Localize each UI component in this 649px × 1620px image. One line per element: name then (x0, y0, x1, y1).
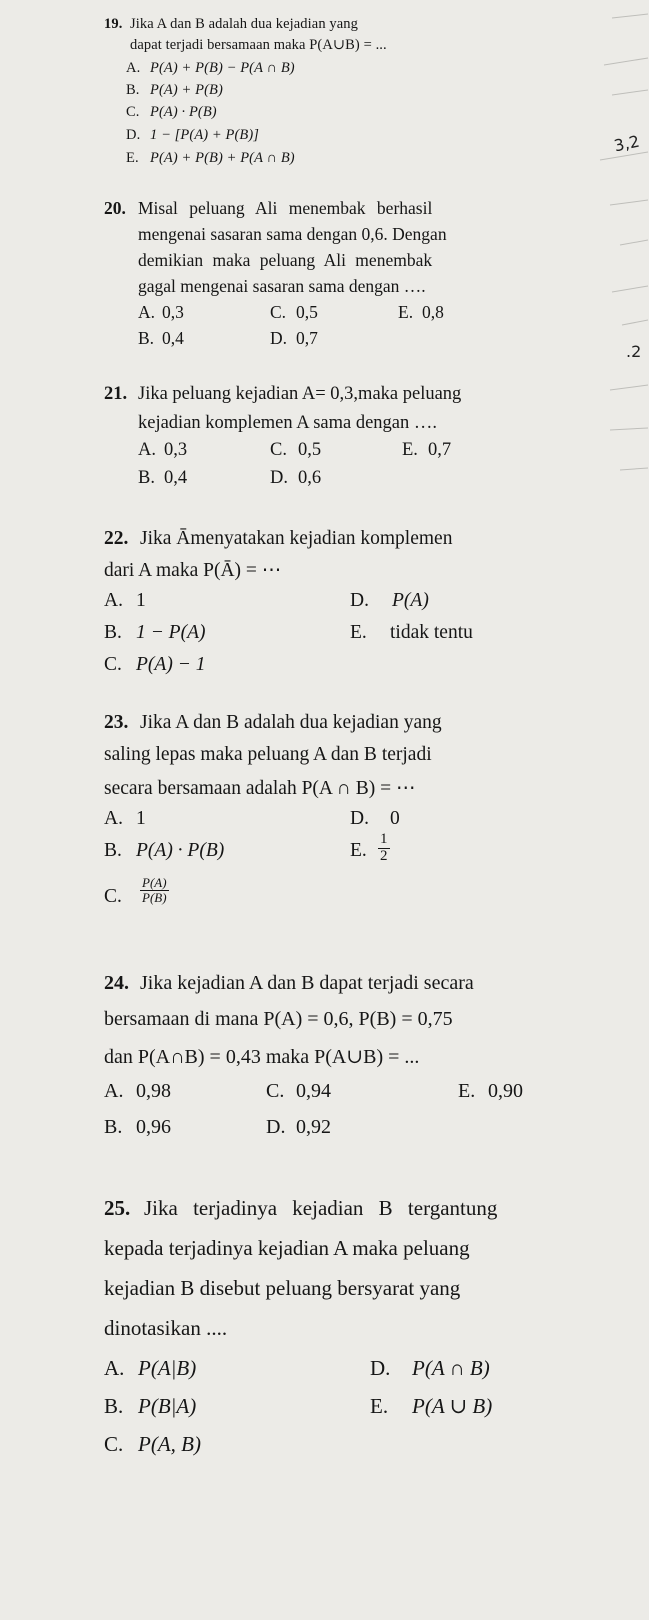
option-text: 0,92 (296, 1116, 331, 1138)
question-number: 22. (104, 528, 129, 549)
option-text: 0,7 (428, 440, 452, 460)
option-text: 0,4 (164, 468, 188, 488)
option-label: A. (104, 1356, 125, 1380)
question-text-line: mengenai sasaran sama dengan 0,6. Dengan (138, 224, 447, 244)
question-text-line: Jika A dan B adalah dua kejadian yang (130, 16, 358, 32)
option-label: C. (104, 654, 122, 675)
question-text-line: dan P(A∩B) = 0,43 maka P(A∪B) = ... (104, 1046, 420, 1068)
option-label: E. (126, 150, 139, 166)
option-text: 0,3 (162, 302, 184, 322)
option-label: C. (270, 440, 287, 460)
question-text-line: bersamaan di mana P(A) = 0,6, P(B) = 0,75 (104, 1008, 453, 1030)
option-label: E. (398, 302, 414, 322)
question-text-line: dari A maka P(Ā) = ⋯ (104, 560, 282, 581)
question-number: 20. (104, 198, 126, 218)
option-label: A. (104, 590, 123, 611)
option-fraction (140, 876, 169, 904)
option-label: A. (126, 60, 141, 76)
option-text: 0,6 (298, 468, 322, 488)
question-text-line: Jika kejadian A dan B dapat terjadi secara (140, 972, 474, 994)
fraction-numerator: P(A) (142, 875, 167, 890)
option-text: P(A) · P(B) (150, 104, 217, 120)
option-label: A. (138, 440, 156, 460)
option-label: C. (104, 886, 122, 907)
question-text-line: saling lepas maka peluang A dan B terjadi (104, 744, 432, 765)
option-text: 1 − P(A) (136, 622, 206, 643)
question-number: 19. (104, 16, 123, 32)
option-label: D. (126, 127, 141, 143)
question-text-line: dinotasikan .... (104, 1316, 228, 1340)
option-text: P(A) + P(B) − P(A ∩ B) (150, 60, 295, 76)
option-text: 0 (390, 808, 400, 829)
option-text: P(A ∪ B) (412, 1394, 493, 1418)
fraction-denominator: P(B) (142, 889, 167, 905)
option-text: P(A) · P(B) (136, 840, 225, 861)
option-label: D. (266, 1116, 286, 1138)
option-text: 0,5 (296, 302, 318, 322)
option-label: B. (104, 840, 122, 861)
option-label: B. (104, 622, 122, 643)
question-text-line: Jika A dan B adalah dua kejadian yang (140, 712, 442, 733)
option-label: C. (266, 1080, 285, 1102)
question-text-line: Jika terjadinya kejadian B tergantung (144, 1196, 498, 1220)
option-text: 0,94 (296, 1080, 331, 1102)
option-text: P(B|A) (138, 1394, 197, 1418)
option-label: B. (138, 328, 155, 348)
option-label: B. (104, 1116, 123, 1138)
question-text-line: gagal mengenai sasaran sama dengan …. (138, 276, 426, 296)
question-text-line: Jika Āmenyatakan kejadian komplemen (140, 528, 453, 549)
option-label: C. (126, 104, 140, 120)
option-text: 1 − [P(A) + P(B)] (150, 127, 260, 143)
option-text: 0,3 (164, 440, 188, 460)
question-text-line: Jika peluang kejadian A= 0,3,maka peluang (138, 384, 462, 404)
option-text: 0,96 (136, 1116, 171, 1138)
option-label: A. (138, 302, 156, 322)
option-text: tidak tentu (390, 622, 473, 643)
question-text-line: kejadian B disebut peluang bersyarat yang (104, 1276, 461, 1300)
question-text-line: demikian maka peluang Ali menembak (138, 250, 433, 270)
option-text: P(A) − 1 (136, 654, 206, 675)
option-label: B. (126, 82, 140, 98)
option-label: D. (350, 590, 369, 611)
question-number: 21. (104, 384, 128, 404)
option-label: C. (104, 1432, 124, 1456)
option-label: E. (402, 440, 418, 460)
option-text: P(A) + P(B) + P(A ∩ B) (150, 150, 295, 166)
option-label: D. (270, 328, 288, 348)
option-text: 0,7 (296, 328, 318, 348)
option-label: A. (104, 1080, 124, 1102)
option-text: P(A ∩ B) (412, 1356, 490, 1380)
option-label: E. (350, 840, 367, 861)
option-label: C. (270, 302, 287, 322)
question-text-line: Misal peluang Ali menembak berhasil (138, 198, 433, 218)
option-text: P(A, B) (138, 1432, 201, 1456)
option-text: 0,4 (162, 328, 184, 348)
option-text: 0,98 (136, 1080, 171, 1102)
margin-handwriting: .2 (626, 342, 642, 361)
option-label: B. (138, 468, 155, 488)
option-text: 0,5 (298, 440, 322, 460)
question-number: 23. (104, 712, 129, 733)
fraction-denominator: 2 (380, 847, 388, 864)
option-fraction (378, 832, 390, 865)
question-text-line: dapat terjadi bersamaan maka P(A∪B) = ... (130, 37, 387, 53)
option-text: P(A|B) (138, 1356, 197, 1380)
option-label: D. (270, 468, 288, 488)
option-text: 0,90 (488, 1080, 523, 1102)
option-label: E. (458, 1080, 476, 1102)
question-text-line: secara bersamaan adalah P(A ∩ B) = ⋯ (104, 778, 416, 799)
option-label: E. (370, 1394, 389, 1418)
option-label: A. (104, 808, 123, 829)
question-number: 25. (104, 1196, 131, 1220)
question-text-line: kepada terjadinya kejadian A maka peluang (104, 1236, 470, 1260)
question-text-line: kejadian komplemen A sama dengan …. (138, 413, 438, 433)
option-text: P(A) (392, 590, 429, 611)
margin-handwriting: 3,2 (612, 131, 642, 156)
option-label: D. (350, 808, 369, 829)
option-label: E. (350, 622, 367, 643)
option-label: D. (370, 1356, 391, 1380)
option-label: B. (104, 1394, 124, 1418)
option-text: P(A) + P(B) (150, 82, 223, 98)
option-text: 1 (136, 590, 146, 611)
fraction-numerator: 1 (380, 831, 388, 847)
question-number: 24. (104, 972, 129, 994)
option-text: 0,8 (422, 302, 444, 322)
option-text: 1 (136, 808, 146, 829)
